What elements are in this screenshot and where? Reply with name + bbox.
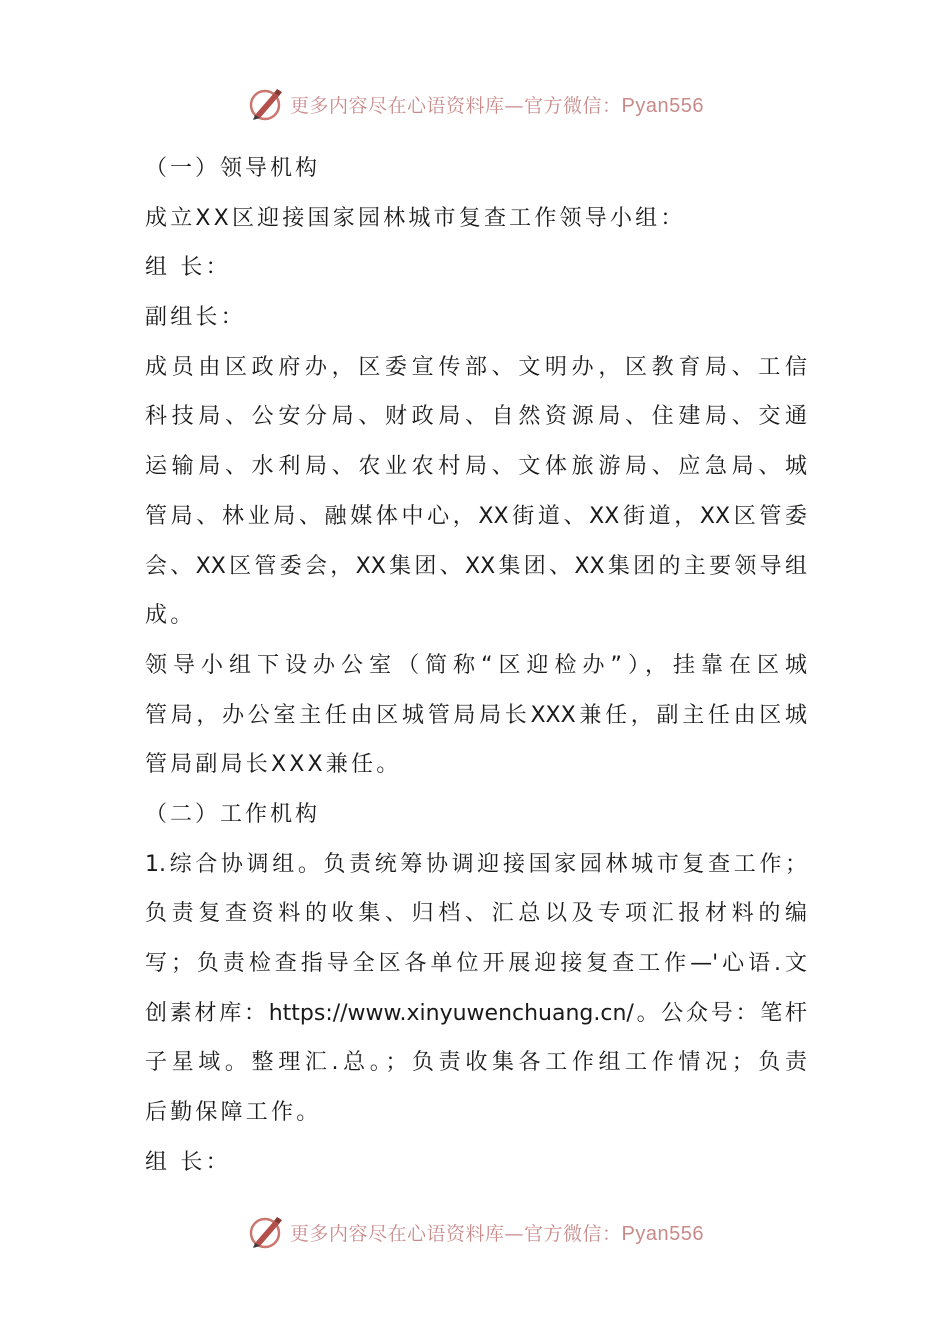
paragraph-line: 会、XX区管委会，XX集团、XX集团、XX集团的主要领导组 <box>145 553 807 579</box>
paragraph-line: 科技局、公安分局、财政局、自然资源局、住建局、交通 <box>145 404 807 430</box>
footer-wechat-id: Pyan556 <box>621 1222 704 1245</box>
header-watermark-text: 更多内容尽在心语资料库—官方微信： <box>290 94 622 117</box>
footer-watermark-text: 更多内容尽在心语资料库—官方微信： <box>290 1222 622 1245</box>
paragraph-line: 管局、林业局、融媒体中心，XX街道、XX街道，XX区管委 <box>145 503 807 529</box>
footer-watermark <box>0 1210 950 1254</box>
paragraph-line: 副组长： <box>145 305 246 331</box>
pen-logo-icon <box>246 84 286 124</box>
paragraph-line: 组 长： <box>145 1149 231 1175</box>
pen-logo-icon <box>246 1212 286 1252</box>
paragraph-line: 成。 <box>145 603 196 629</box>
paragraph-line: 组 长： <box>145 255 231 281</box>
header-watermark <box>0 82 950 126</box>
paragraph-line: 写；负责检查指导全区各单位开展迎接复查工作—'心语.文 <box>145 951 807 976</box>
paragraph-line: 成立XX区迎接国家园林城市复查工作领导小组： <box>145 205 686 231</box>
paragraph-line: 子星域。整理汇.总。；负责收集各工作组工作情况；负责 <box>145 1050 807 1076</box>
section-heading-1: （一）领导机构 <box>145 156 321 181</box>
document-body <box>145 144 807 1187</box>
paragraph-line: 领导小组下设办公室（简称“区迎检办”），挂靠在区城 <box>145 652 807 678</box>
paragraph-line: 成员由区政府办，区委宣传部、文明办，区教育局、工信 <box>145 354 807 380</box>
header-wechat-id: Pyan556 <box>621 94 704 117</box>
paragraph-line: 后勤保障工作。 <box>145 1100 322 1126</box>
section-heading-2: （二）工作机构 <box>145 801 321 827</box>
paragraph-line: 负责复查资料的收集、归档、汇总以及专项汇报材料的编 <box>145 901 807 927</box>
paragraph-line: 运输局、水利局、农业农村局、文体旅游局、应急局、城 <box>145 454 807 480</box>
paragraph-line: 1.综合协调组。负责统筹协调迎接国家园林城市复查工作； <box>145 851 807 877</box>
paragraph-line: 创素材库：https://www.xinyuwenchuang.cn/。公众号：笔杆 <box>145 1000 807 1026</box>
paragraph-line: 管局副局长XXX兼任。 <box>145 752 402 778</box>
paragraph-line: 管局，办公室主任由区城管局局长XXX兼任，副主任由区城 <box>145 702 807 728</box>
